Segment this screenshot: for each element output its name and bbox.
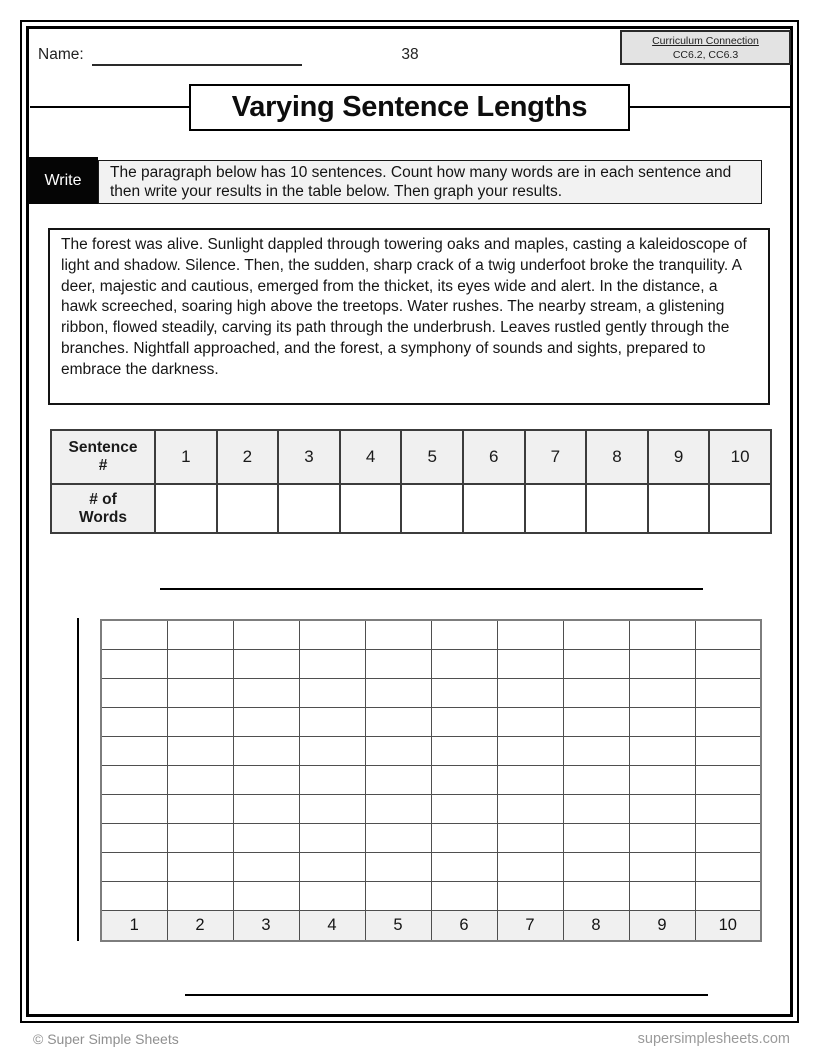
graph-cell[interactable] [629, 823, 695, 852]
graph-cell[interactable] [365, 649, 431, 678]
instruction-panel [98, 160, 762, 204]
graph-cell[interactable] [365, 881, 431, 910]
graph-cell[interactable] [563, 765, 629, 794]
graph-cell[interactable] [563, 620, 629, 649]
sentence-number-cell: 8 [586, 430, 648, 484]
x-axis-label: 9 [629, 910, 695, 941]
graph-cell[interactable] [695, 649, 761, 678]
curriculum-codes: CC6.2, CC6.3 [672, 48, 739, 61]
word-count-row [51, 484, 771, 533]
graph-cell[interactable] [101, 620, 167, 649]
graph-cell[interactable] [695, 620, 761, 649]
graph-cell[interactable] [563, 736, 629, 765]
graph-cell[interactable] [101, 649, 167, 678]
graph-cell[interactable] [431, 620, 497, 649]
graph-cell[interactable] [233, 794, 299, 823]
curriculum-connection-box [620, 30, 791, 65]
graph-cell[interactable] [629, 765, 695, 794]
graph-cell[interactable] [497, 620, 563, 649]
word-count-cell[interactable] [586, 484, 648, 533]
graph-y-axis-line [77, 618, 79, 941]
graph-cell[interactable] [431, 765, 497, 794]
graph-cell[interactable] [695, 707, 761, 736]
word-count-cell[interactable] [648, 484, 710, 533]
graph-cell[interactable] [167, 649, 233, 678]
write-label-box [28, 157, 98, 204]
sentence-number-header: Sentence # [51, 430, 155, 484]
graph-cell[interactable] [431, 707, 497, 736]
graph-cell[interactable] [497, 881, 563, 910]
graph-cell[interactable] [629, 707, 695, 736]
word-count-cell[interactable] [709, 484, 771, 533]
graph-cell[interactable] [497, 823, 563, 852]
graph-cell[interactable] [563, 881, 629, 910]
graph-cell[interactable] [497, 707, 563, 736]
graph-cell[interactable] [101, 852, 167, 881]
word-count-cell[interactable] [278, 484, 340, 533]
graph-cell[interactable] [563, 794, 629, 823]
graph-grid-row [101, 881, 761, 910]
graph-cell[interactable] [101, 678, 167, 707]
word-count-cell[interactable] [525, 484, 587, 533]
graph-cell[interactable] [101, 823, 167, 852]
graph-cell[interactable] [299, 736, 365, 765]
graph-cell[interactable] [563, 649, 629, 678]
footer-copyright: © Super Simple Sheets [33, 1031, 179, 1047]
word-count-cell[interactable] [155, 484, 217, 533]
graph-cell[interactable] [365, 852, 431, 881]
graph-cell[interactable] [101, 765, 167, 794]
graph-grid-row [101, 707, 761, 736]
graph-cell[interactable] [629, 881, 695, 910]
graph-cell[interactable] [233, 881, 299, 910]
graph-grid-row [101, 736, 761, 765]
graph-cell[interactable] [167, 794, 233, 823]
word-count-cell[interactable] [463, 484, 525, 533]
graph-cell[interactable] [299, 881, 365, 910]
graph-cell[interactable] [233, 678, 299, 707]
worksheet-title-box [189, 84, 630, 131]
graph-cell[interactable] [497, 765, 563, 794]
x-axis-label: 10 [695, 910, 761, 941]
x-axis-label: 1 [101, 910, 167, 941]
graph-cell[interactable] [365, 823, 431, 852]
sentence-number-cell: 2 [217, 430, 279, 484]
word-count-cell[interactable] [340, 484, 402, 533]
graph-grid-row [101, 794, 761, 823]
graph-cell[interactable] [167, 765, 233, 794]
footer-website: supersimplesheets.com [637, 1031, 790, 1047]
graph-cell[interactable] [299, 852, 365, 881]
graph-cell[interactable] [167, 620, 233, 649]
graph-cell[interactable] [167, 852, 233, 881]
graph-cell[interactable] [695, 823, 761, 852]
graph-cell[interactable] [365, 707, 431, 736]
bottom-answer-line[interactable] [185, 994, 708, 996]
name-label: Name: [38, 46, 84, 63]
word-count-header: # of Words [51, 484, 155, 533]
graph-cell[interactable] [629, 794, 695, 823]
results-table [50, 429, 772, 534]
graph-cell[interactable] [497, 736, 563, 765]
graph-cell[interactable] [101, 794, 167, 823]
x-axis-label: 4 [299, 910, 365, 941]
graph-cell[interactable] [431, 649, 497, 678]
word-count-cell[interactable] [401, 484, 463, 533]
graph-cell[interactable] [167, 707, 233, 736]
graph-cell[interactable] [299, 765, 365, 794]
graph-cell[interactable] [167, 823, 233, 852]
graph-cell[interactable] [233, 852, 299, 881]
graph-cell[interactable] [233, 823, 299, 852]
graph-cell[interactable] [299, 823, 365, 852]
graph-grid-row [101, 678, 761, 707]
graph-cell[interactable] [629, 649, 695, 678]
word-count-cell[interactable] [217, 484, 279, 533]
graph-grid-row [101, 620, 761, 649]
graph-grid-row [101, 649, 761, 678]
graph-cell[interactable] [233, 620, 299, 649]
graph-cell[interactable] [431, 881, 497, 910]
sentence-number-cell: 7 [525, 430, 587, 484]
page-title: Varying Sentence Lengths [231, 91, 588, 123]
graph-cell[interactable] [563, 852, 629, 881]
sentence-number-cell: 6 [463, 430, 525, 484]
graph-cell[interactable] [299, 707, 365, 736]
graph-cell[interactable] [629, 736, 695, 765]
sentence-number-cell: 3 [278, 430, 340, 484]
graph-cell[interactable] [233, 649, 299, 678]
x-axis-label: 8 [563, 910, 629, 941]
graph-cell[interactable] [431, 823, 497, 852]
graph-cell[interactable] [167, 736, 233, 765]
graph-cell[interactable] [299, 794, 365, 823]
sentence-number-cell: 4 [340, 430, 402, 484]
graph-cell[interactable] [233, 765, 299, 794]
graph-cell[interactable] [299, 678, 365, 707]
graph-cell[interactable] [695, 736, 761, 765]
graph-cell[interactable] [167, 881, 233, 910]
graph-cell[interactable] [299, 620, 365, 649]
graph-cell[interactable] [299, 649, 365, 678]
graph-cell[interactable] [695, 794, 761, 823]
graph-cell[interactable] [497, 649, 563, 678]
graph-cell[interactable] [101, 881, 167, 910]
sentence-number-cell: 10 [709, 430, 771, 484]
page-number: 38 [401, 46, 419, 63]
x-axis-label: 3 [233, 910, 299, 941]
graph-cell[interactable] [629, 678, 695, 707]
sentence-number-cell: 9 [648, 430, 710, 484]
graph-cell[interactable] [431, 852, 497, 881]
graph-cell[interactable] [563, 707, 629, 736]
graph-cell[interactable] [563, 823, 629, 852]
x-axis-label: 5 [365, 910, 431, 941]
graph-title-line[interactable] [160, 588, 703, 590]
graph-cell[interactable] [167, 678, 233, 707]
graph-cell[interactable] [695, 881, 761, 910]
graph-cell[interactable] [629, 620, 695, 649]
paragraph-text: The forest was alive. Sunlight dappled through towering oaks and maples, casting a kaleidoscope of light and shadow. Silence. Then, the sudden, sharp crack of a twig underfoot broke the tranquility. A deer, majestic and cautious, emerged from the thicket, its eyes wide and alert. In the distance, a hawk screeched, soaring high above the treetops. Water rushes. The nearby stream, a glistening ribbon, flowed steadily, carving its path through the underbrush. Leaves rustled gently through the branches. Nightfall approached, and the forest, a symphony of sounds and sights, prepared to embrace the darkness. [61, 236, 747, 378]
write-label: Write [44, 171, 82, 189]
graph-cell[interactable] [365, 794, 431, 823]
curriculum-title: Curriculum Connection [652, 35, 759, 47]
graph-cell[interactable] [365, 678, 431, 707]
graph-cell[interactable] [233, 707, 299, 736]
graph-cell[interactable] [629, 852, 695, 881]
graph-cell[interactable] [233, 736, 299, 765]
x-axis-label: 7 [497, 910, 563, 941]
graph-cell[interactable] [365, 736, 431, 765]
graph-cell[interactable] [101, 736, 167, 765]
graph-cell[interactable] [497, 852, 563, 881]
graph-cell[interactable] [497, 794, 563, 823]
graph-grid [100, 619, 762, 942]
graph-cell[interactable] [695, 765, 761, 794]
graph-cell[interactable] [365, 765, 431, 794]
x-axis-label: 6 [431, 910, 497, 941]
sentence-number-cell: 5 [401, 430, 463, 484]
paragraph-box [48, 228, 770, 405]
sentence-number-cell: 1 [155, 430, 217, 484]
sentence-number-row [51, 430, 771, 484]
x-axis-label: 2 [167, 910, 233, 941]
graph-cell[interactable] [695, 678, 761, 707]
graph-cell[interactable] [431, 678, 497, 707]
graph-cell[interactable] [101, 707, 167, 736]
instruction-text: The paragraph below has 10 sentences. Count how many words are in each sentence and then write your results in the table below. Then graph your results. [110, 163, 732, 200]
graph-cell[interactable] [497, 678, 563, 707]
graph-cell[interactable] [563, 678, 629, 707]
graph-grid-row [101, 852, 761, 881]
graph-cell[interactable] [365, 620, 431, 649]
graph-cell[interactable] [431, 794, 497, 823]
graph-x-axis-row [101, 910, 761, 941]
graph-cell[interactable] [431, 736, 497, 765]
graph-grid-row [101, 765, 761, 794]
graph-cell[interactable] [695, 852, 761, 881]
graph-grid-row [101, 823, 761, 852]
